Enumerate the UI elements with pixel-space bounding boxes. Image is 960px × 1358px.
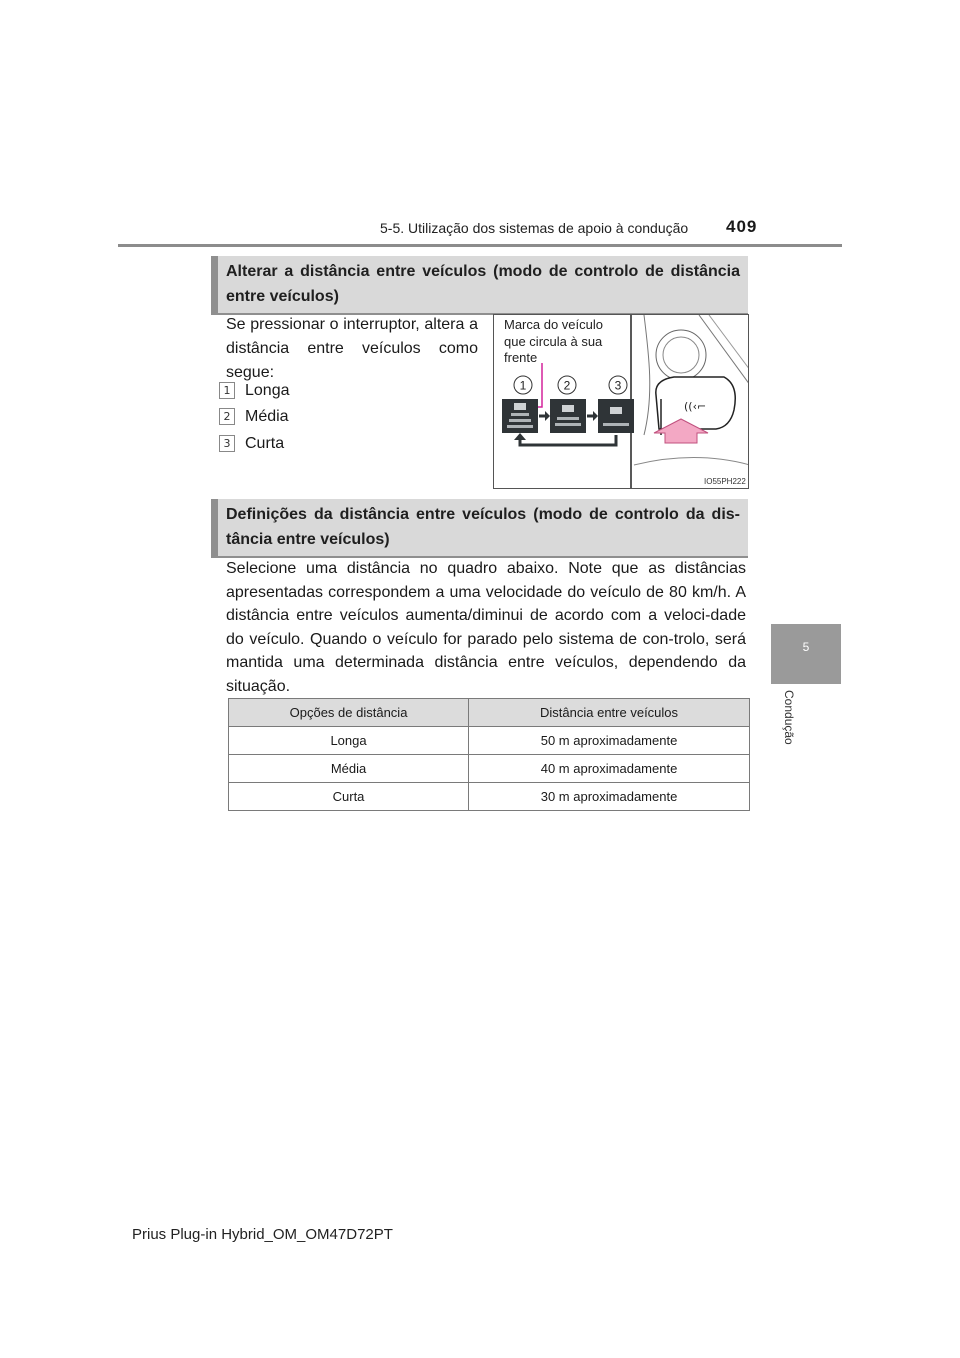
table-cell: Longa [229,727,469,755]
option-label: Média [245,408,289,425]
distance-table [228,698,750,811]
chapter-label: Condução [782,690,796,745]
callout-number: 3 [614,378,622,393]
document-footer: Prius Plug-in Hybrid_OM_OM47D72PT [132,1226,393,1243]
distance-switch-icon: ((‹⌐ [684,400,707,413]
table-row [229,727,750,755]
display-medium [550,399,586,433]
header-rule [118,244,842,247]
figure-caption: Marca do veículo que circula à sua frente [504,317,603,365]
option-number-badge: 2 [219,408,235,425]
table-header-row [229,699,750,727]
table-cell: 30 m aproximadamente [469,783,750,811]
table-cell: 40 m aproximadamente [469,755,750,783]
callout-number: 1 [519,378,527,393]
settings-paragraph: Selecione uma distância no quadro abaixo. Note que as distâncias apresentadas correspondem a uma velocidade do veículo de 80 km/h. A distância entre veículos aumenta/diminui de acordo com a veloci-dade do veículo. Quando o veículo for parado pelo sistema de con-trolo, será mantida uma determinada distância entre veículos, dependendo da situação. [226,560,746,695]
table-row [229,783,750,811]
table-cell: Média [229,755,469,783]
option-number-badge: 3 [219,435,235,452]
table-cell: 50 m aproximadamente [469,727,750,755]
arrow-right-icon [593,411,598,421]
column-header: Opções de distância [229,699,469,727]
column-header: Distância entre veículos [469,699,750,727]
option-number-badge: 1 [219,382,235,399]
callout-3 [609,376,627,394]
option-label: Curta [245,435,285,452]
table-cell: Curta [229,783,469,811]
chapter-number: 5 [802,640,810,654]
intro-text: Se pressionar o interruptor, altera a distância entre veículos como segue: [226,316,478,381]
cycle-arrow [520,435,616,445]
callout-2 [558,376,576,394]
chapter-tab [771,624,841,684]
section-heading-change-distance: Alterar a distância entre veículos (modo de controlo de distância entre veículos) [211,256,748,315]
callout-1 [514,376,532,394]
option-media [219,408,289,426]
running-header: 5-5. Utilização dos sistemas de apoio à condução [380,220,689,236]
page-number: 409 [726,217,758,236]
display-short [598,399,634,433]
option-label: Longa [245,382,290,399]
option-curta [219,435,284,453]
table-row [229,755,750,783]
callout-number: 2 [563,378,571,393]
figure-code: IO55PH222 [704,477,746,486]
arrow-right-icon [545,411,550,421]
display-long [502,399,538,433]
section-heading-distance-settings: Definições da distância entre veículos (modo de controlo da dis-tância entre veículos) [211,499,748,558]
option-longa [219,382,290,400]
